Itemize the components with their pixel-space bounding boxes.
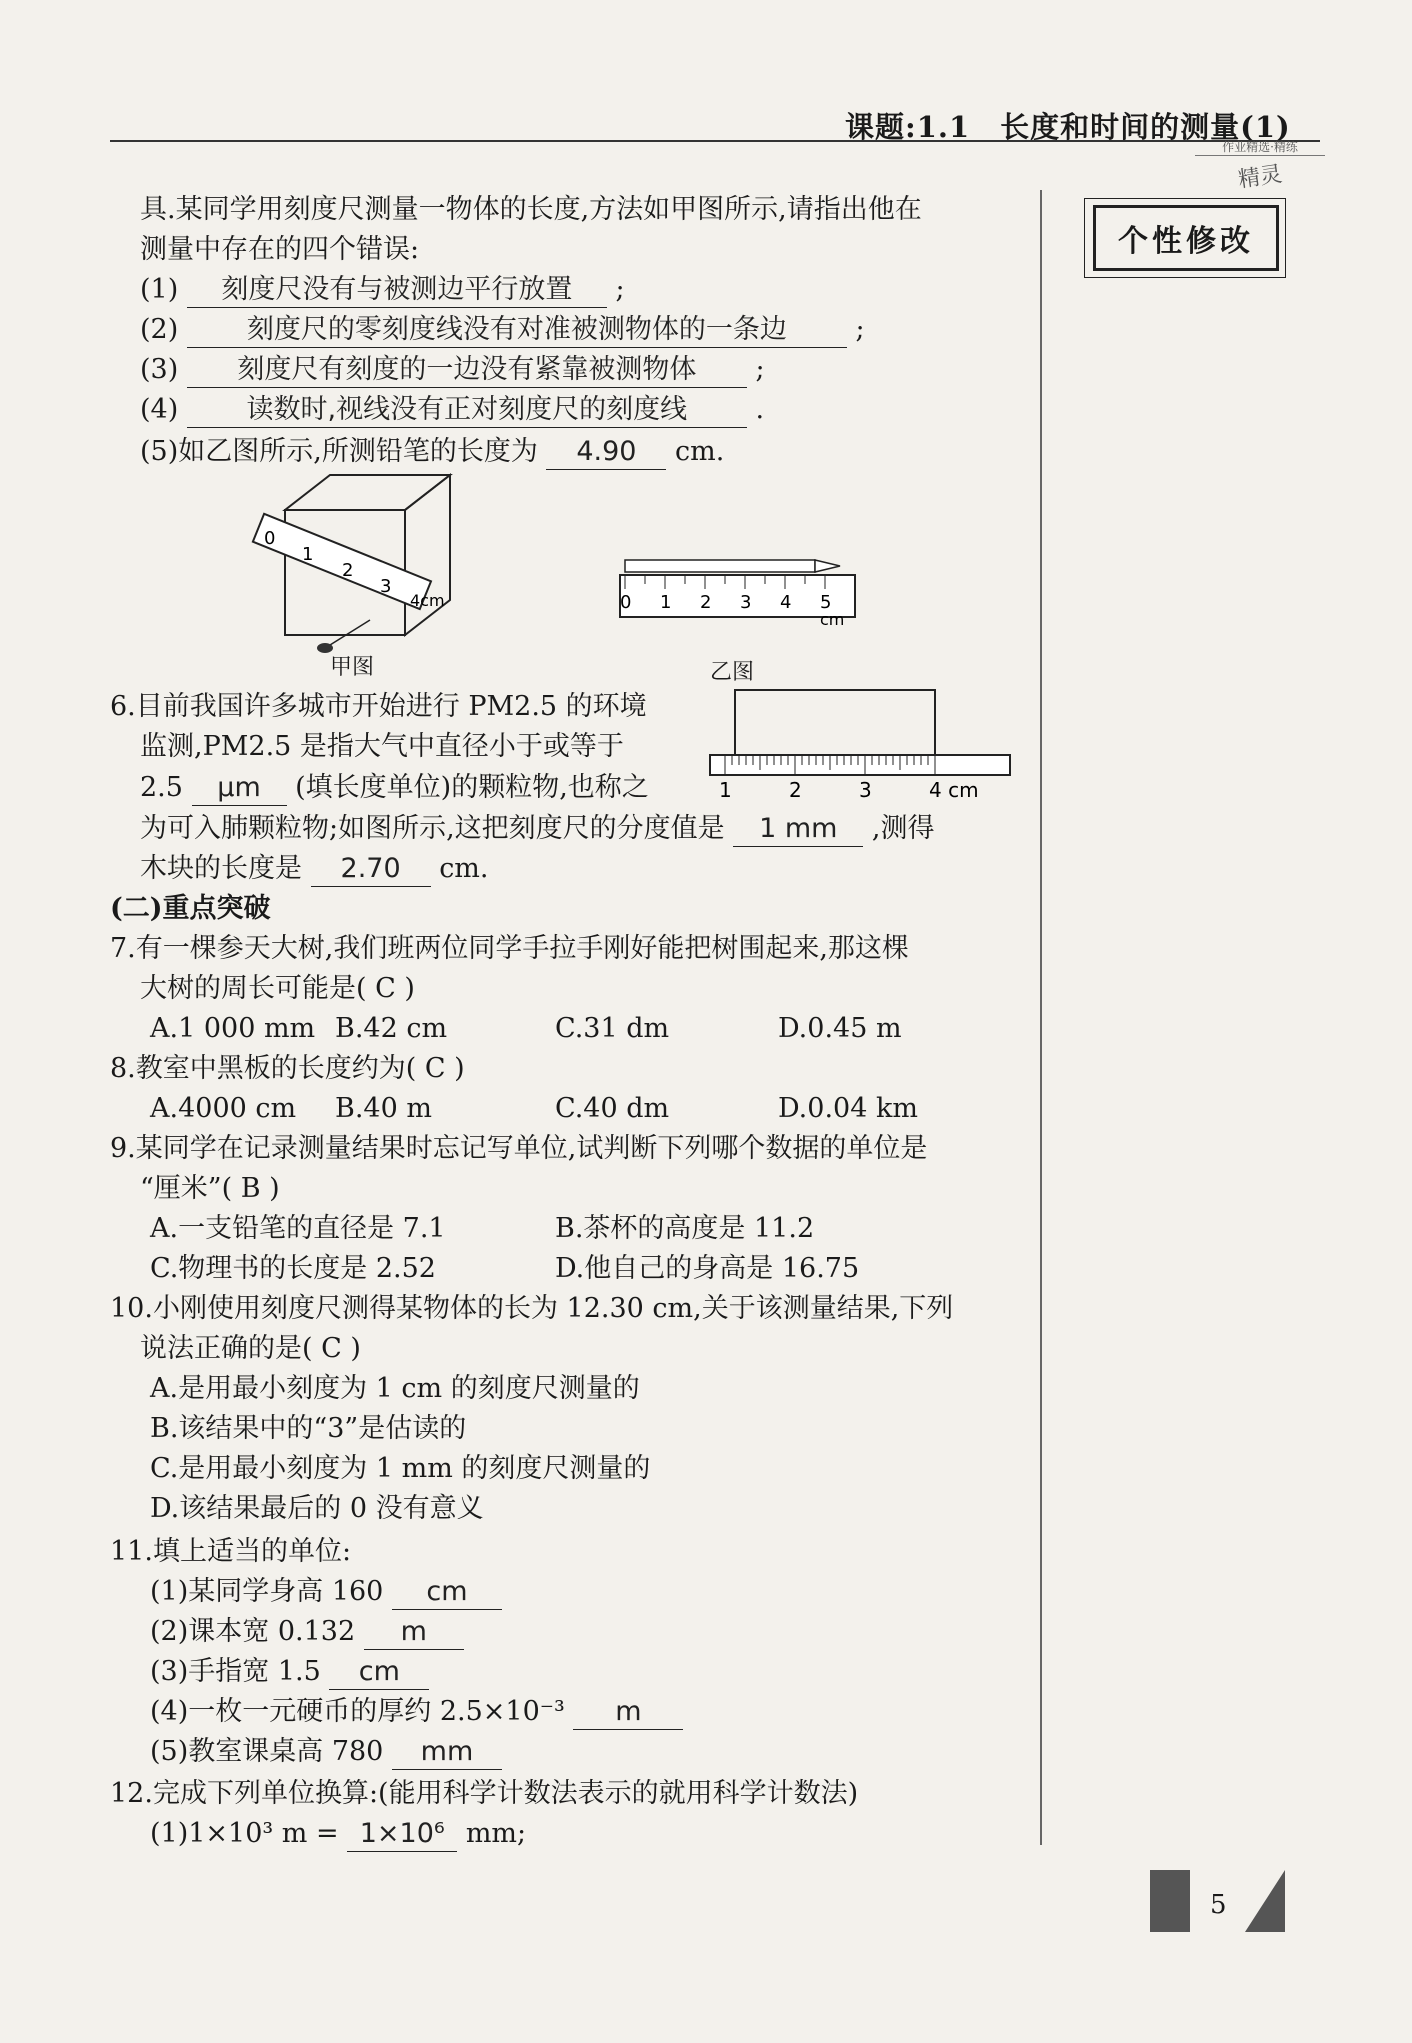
q6-length-answer: 2.70 [311,852,431,887]
q5-item-4 [140,393,764,428]
q6-line4-post: ,测得 [871,813,935,844]
ruler-c-tick-2: 2 [789,778,802,802]
ruler-a-tick-2: 2 [342,560,354,581]
q8-option-d: D.0.04 km [778,1093,918,1124]
q12-item-1-text: (1)1×10³ m = [150,1818,339,1849]
q8-option-b: B.40 m [335,1093,432,1124]
q9-line2: “厘米”( B ) [140,1173,280,1204]
q6-line5-post: cm. [439,853,489,884]
q7-option-c: C.31 dm [555,1013,670,1044]
ruler-c-tick-4: 4 cm [929,778,979,802]
q5-item-3-end: ; [755,354,765,385]
q10-option-b: B.该结果中的“3”是估读的 [150,1413,467,1444]
q5-item-2 [140,313,865,348]
q9-option-b: B.茶杯的高度是 11.2 [555,1213,815,1244]
figure-q6-ruler-block [705,685,1025,810]
q9-line1: 9.某同学在记录测量结果时忘记写单位,试判断下列哪个数据的单位是 [110,1133,928,1164]
page-corner-triangle [1245,1870,1285,1932]
section-2-heading: (二)重点突破 [110,893,271,924]
q5-item-4-label: (4) [140,394,179,425]
q5-item-2-end: ; [855,314,865,345]
q11-item-4-text: (4)一枚一元硬币的厚约 2.5×10⁻³ [150,1696,565,1727]
q5-item-1-answer: 刻度尺没有与被测边平行放置 [187,273,607,308]
q9-option-d: D.他自己的身高是 16.75 [555,1253,860,1284]
q5-item-3-answer: 刻度尺有刻度的一边没有紧靠被测物体 [187,353,747,388]
q5-item-5-text: (5)如乙图所示,所测铅笔的长度为 [140,436,538,467]
ruler-c-tick-3: 3 [859,778,872,802]
ruler-b-tick-4: 4 [780,592,792,613]
header-rule [110,140,1320,142]
q11-item-3-text: (3)手指宽 1.5 [150,1656,321,1687]
page-number: 5 [1210,1890,1227,1920]
q11-item-2-answer: m [364,1615,464,1650]
q6-line2: 监测,PM2.5 是指大气中直径小于或等于 [140,731,624,762]
ruler-b-tick-5: 5 [820,592,832,613]
stamp-signature: 精灵 [1236,162,1284,193]
q5-item-2-label: (2) [140,314,179,345]
q11-item-5-text: (5)教室课桌高 780 [150,1736,384,1767]
q5-item-4-answer: 读数时,视线没有正对刻度尺的刻度线 [187,393,747,428]
q6-line5 [140,852,489,887]
ruler-b-tick-1: 1 [660,592,672,613]
q12-line1: 12.完成下列单位换算:(能用科学计数法表示的就用科学计数法) [110,1778,859,1809]
q9-option-a: A.一支铅笔的直径是 7.1 [150,1213,446,1244]
q5-item-1-end: ; [615,274,625,305]
q10-line2: 说法正确的是( C ) [140,1333,361,1364]
ruler-a-tick-3: 3 [380,576,392,597]
q5-item-5-answer: 4.90 [546,435,666,470]
q8-option-c: C.40 dm [555,1093,670,1124]
q11-item-2 [150,1615,464,1650]
q12-item-1-unit: mm; [465,1818,527,1849]
ruler-b-tick-0: 0 [620,592,632,613]
q10-option-d: D.该结果最后的 0 没有意义 [150,1493,484,1524]
q5-item-1 [140,273,625,308]
ruler-a-tick-0: 0 [264,528,276,549]
q11-item-3-answer: cm [329,1655,429,1690]
q5-item-3-label: (3) [140,354,179,385]
q11-item-5 [150,1735,502,1770]
q5-intro-line1: 具.某同学用刻度尺测量一物体的长度,方法如甲图所示,请指出他在 [140,194,922,225]
q6-line4-pre: 为可入肺颗粒物;如图所示,这把刻度尺的分度值是 [140,813,725,844]
q6-line3-pre: 2.5 [140,772,183,803]
q5-item-5-unit: cm. [675,436,725,467]
q11-item-1 [150,1575,502,1610]
q6-unit-answer: μm [192,771,287,806]
q11-item-3 [150,1655,429,1690]
figure-b-ruler-pencil [615,545,865,635]
ruler-b-tick-2: 2 [700,592,712,613]
q11-item-5-answer: mm [392,1735,502,1770]
q5-intro-line2: 测量中存在的四个错误: [140,234,420,265]
figure-a-label: 甲图 [330,655,375,680]
q5-item-5 [140,435,724,470]
stamp [1195,138,1325,203]
q11-item-4-answer: m [573,1695,683,1730]
q11-item-1-text: (1)某同学身高 160 [150,1576,384,1607]
column-divider [1040,190,1042,1845]
q10-line1: 10.小刚使用刻度尺测得某物体的长为 12.30 cm,关于该测量结果,下列 [110,1293,954,1324]
q5-item-4-end: . [755,394,765,425]
q5-item-3 [140,353,765,388]
q7-option-b: B.42 cm [335,1013,448,1044]
q9-option-c: C.物理书的长度是 2.52 [150,1253,436,1284]
q5-item-2-answer: 刻度尺的零刻度线没有对准被测物体的一条边 [187,313,847,348]
q11-item-1-answer: cm [392,1575,502,1610]
q8-line1: 8.教室中黑板的长度约为( C ) [110,1053,465,1084]
q6-division-answer: 1 mm [733,812,863,847]
q7-line2: 大树的周长可能是( C ) [140,973,415,1004]
q11-item-4 [150,1695,683,1730]
q10-option-a: A.是用最小刻度为 1 cm 的刻度尺测量的 [150,1373,640,1404]
q7-option-a: A.1 000 mm [150,1013,316,1044]
figure-b-label: 乙图 [710,660,755,685]
ruler-c-tick-1: 1 [719,778,732,802]
q12-item-1-answer: 1×10⁶ [347,1817,457,1852]
q11-item-2-text: (2)课本宽 0.132 [150,1616,356,1647]
ruler-a-tick-4: 4cm [410,591,445,610]
q7-option-d: D.0.45 m [778,1013,902,1044]
ruler-b-unit: cm [820,610,845,629]
q8-option-a: A.4000 cm [150,1093,297,1124]
page-header-title: 课题:1.1 长度和时间的测量(1) [845,110,1291,144]
q6-line5-pre: 木块的长度是 [140,853,302,884]
ruler-b-tick-3: 3 [740,592,752,613]
sidebar-title: 个性修改 [1093,205,1279,271]
q6-line1: 6.目前我国许多城市开始进行 PM2.5 的环境 [110,691,647,722]
ruler-a-tick-1: 1 [302,544,314,565]
q12-item-1 [150,1817,526,1852]
q6-line4 [140,812,934,847]
q5-item-1-label: (1) [140,274,179,305]
figure-a-ruler-on-block [250,470,480,660]
q6-line3 [140,771,649,806]
page-corner-block [1150,1870,1190,1932]
q6-line3-post: (填长度单位)的颗粒物,也称之 [295,772,649,803]
q11-line1: 11.填上适当的单位: [110,1536,352,1567]
q10-option-c: C.是用最小刻度为 1 mm 的刻度尺测量的 [150,1453,651,1484]
q7-line1: 7.有一棵参天大树,我们班两位同学手拉手刚好能把树围起来,那这棵 [110,933,909,964]
stamp-top-text: 作业精选·精练 [1195,138,1325,156]
